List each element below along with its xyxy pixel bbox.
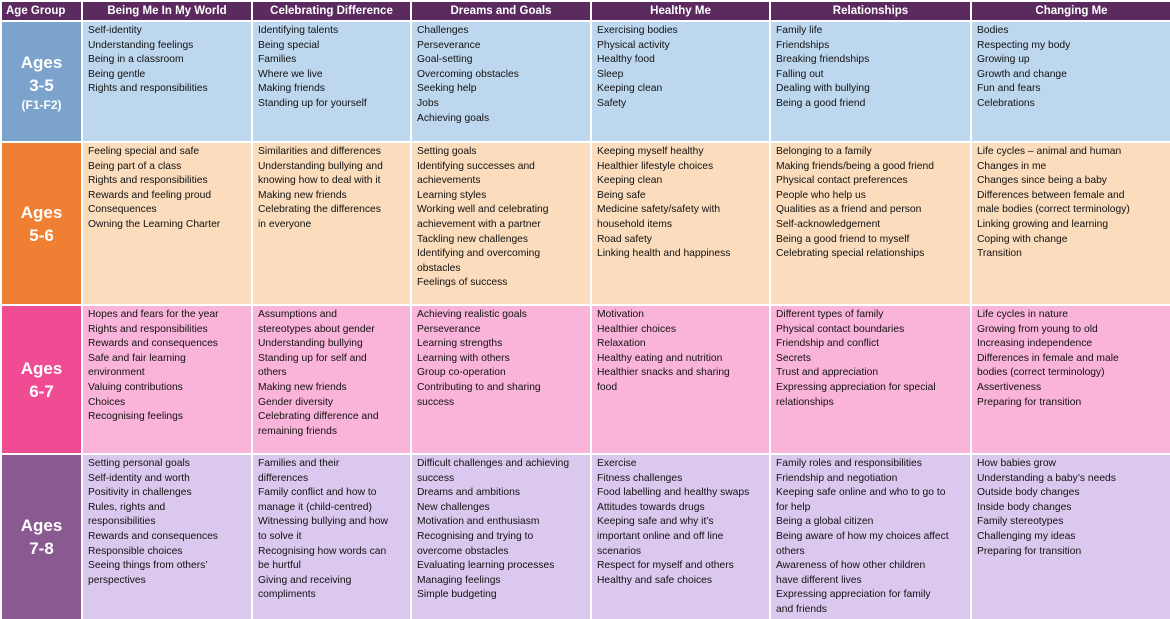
topic-cell: [771, 455, 970, 619]
topic-cell: [972, 22, 1170, 141]
topic-line: Celebrations: [977, 97, 1035, 109]
topic-line: Difficult challenges and achieving: [417, 458, 570, 469]
topic-line: Increasing independence: [977, 338, 1093, 350]
topic-line: Dreams and ambitions: [417, 487, 521, 499]
topic-line: Owning the Learning Charter: [88, 218, 221, 230]
topic-line: Linking health and happiness: [597, 248, 731, 260]
topic-line: Achieving goals: [417, 112, 490, 124]
topic-line: Setting personal goals: [88, 458, 190, 469]
topic-line: Different types of family: [776, 309, 884, 320]
topic-line: Breaking friendships: [776, 54, 870, 66]
topic-line: How babies grow: [977, 458, 1056, 469]
topic-line: Jobs: [417, 97, 439, 109]
topic-line: Seeking help: [417, 83, 477, 95]
topic-cell: [83, 143, 251, 304]
topic-line: relationships: [776, 396, 834, 408]
topic-line: Expressing appreciation for special: [776, 381, 936, 393]
topic-line: Linking growing and learning: [977, 218, 1109, 230]
topic-line: Inside body changes: [977, 501, 1072, 513]
topic-cell: [253, 22, 410, 141]
age-group-cell: [2, 143, 81, 304]
topic-line: differences: [258, 472, 309, 484]
topic-line: Positivity in challenges: [88, 487, 192, 499]
topic-line: Growing up: [977, 54, 1030, 66]
topic-line: be hurtful: [258, 560, 301, 572]
topic-line: Safe and fair learning: [88, 352, 186, 364]
topic-line: Learning styles: [417, 189, 487, 201]
topic-line: Being a good friend: [776, 97, 866, 109]
topic-line: Motivation: [597, 309, 644, 320]
topic-line: Life cycles in nature: [977, 309, 1069, 320]
topic-line: Friendships: [776, 39, 830, 51]
topic-line: Being aware of how my choices affect: [776, 530, 949, 542]
topic-line: Growing from young to old: [977, 323, 1098, 335]
header-age-group: Age Group: [2, 2, 81, 20]
topic-line: Motivation and enthusiasm: [417, 516, 540, 528]
topic-line: Family conflict and how to: [258, 487, 377, 499]
age-label: Ages: [20, 52, 63, 72]
topic-line: Learning with others: [417, 352, 510, 364]
topic-cell: [253, 306, 410, 453]
topic-line: and friends: [776, 603, 827, 615]
topic-line: Evaluating learning processes: [417, 560, 555, 572]
topic-line: Outside body changes: [977, 487, 1080, 499]
age-label: 3-5: [29, 75, 54, 95]
topic-line: Families: [258, 54, 297, 66]
topic-line: Consequences: [88, 204, 157, 216]
topic-line: Recognising feelings: [88, 411, 184, 423]
topic-line: Celebrating the differences: [258, 204, 381, 216]
topic-line: Perseverance: [417, 39, 481, 51]
topic-line: Secrets: [776, 352, 811, 364]
topic-line: Being gentle: [88, 68, 146, 80]
topic-line: Families and their: [258, 458, 340, 469]
topic-line: important online and off line: [597, 530, 724, 542]
topic-cell: [412, 22, 590, 141]
topic-line: Trust and appreciation: [776, 367, 879, 379]
topic-line: male bodies (correct terminology): [977, 204, 1130, 216]
topic-line: Healthy and safe choices: [597, 574, 713, 586]
topic-cell: [412, 306, 590, 453]
topic-line: Witnessing bullying and how: [258, 516, 388, 528]
topic-line: Managing feelings: [417, 574, 501, 586]
topic-line: Similarities and differences: [258, 146, 381, 157]
topic-line: Recognising and trying to: [417, 530, 534, 542]
header-relationships: Relationships: [771, 2, 970, 20]
topic-line: Making new friends: [258, 381, 347, 393]
topic-line: Overcoming obstacles: [417, 68, 519, 80]
topic-line: Identifying talents: [258, 25, 339, 36]
topic-cell: [83, 455, 251, 619]
topic-line: Making new friends: [258, 189, 347, 201]
topic-line: Family roles and responsibilities: [776, 458, 922, 469]
topic-line: Respect for myself and others: [597, 560, 734, 572]
topic-line: Making friends/being a good friend: [776, 160, 934, 172]
topic-line: Assumptions and: [258, 309, 337, 320]
age-label: 6-7: [29, 381, 54, 401]
topic-line: Simple budgeting: [417, 589, 497, 601]
topic-line: Group co-operation: [417, 367, 506, 379]
topic-line: success: [417, 472, 455, 484]
topic-cell: [253, 455, 410, 619]
topic-line: Rights and responsibilities: [88, 83, 208, 95]
topic-line: Achieving realistic goals: [417, 309, 527, 320]
topic-line: responsibilities: [88, 516, 156, 528]
topic-line: Fun and fears: [977, 83, 1041, 95]
topic-line: Identifying successes and: [417, 160, 535, 172]
curriculum-table: [2, 2, 1166, 614]
topic-line: Family stereotypes: [977, 516, 1064, 528]
topic-line: Assertiveness: [977, 381, 1042, 393]
topic-line: overcome obstacles: [417, 545, 509, 557]
topic-line: others: [258, 367, 287, 379]
topic-cell: [592, 22, 769, 141]
topic-line: Gender diversity: [258, 396, 333, 408]
topic-line: Being a global citizen: [776, 516, 874, 528]
topic-line: Healthy food: [597, 54, 655, 66]
topic-line: Friendship and negotiation: [776, 472, 898, 484]
topic-line: Feelings of success: [417, 277, 508, 289]
topic-line: bodies (correct terminology): [977, 367, 1105, 379]
topic-line: Being part of a class: [88, 160, 182, 172]
topic-line: Keeping myself healthy: [597, 146, 704, 157]
topic-line: have different lives: [776, 574, 862, 586]
topic-cell: [592, 455, 769, 619]
topic-line: Changes since being a baby: [977, 175, 1107, 187]
topic-line: Self-identity: [88, 25, 142, 36]
topic-line: Self-identity and worth: [88, 472, 190, 484]
topic-line: to solve it: [258, 530, 302, 542]
topic-line: Valuing contributions: [88, 381, 183, 393]
topic-line: Making friends: [258, 83, 325, 95]
age-label: Ages: [20, 202, 63, 222]
topic-line: Being special: [258, 39, 320, 51]
topic-line: Differences between female and: [977, 189, 1125, 201]
topic-line: Challenges: [417, 25, 469, 36]
topic-line: Changes in me: [977, 160, 1047, 172]
topic-line: Rewards and consequences: [88, 338, 218, 350]
topic-line: remaining friends: [258, 425, 337, 437]
topic-line: achievement with a partner: [417, 218, 541, 230]
topic-cell: [771, 22, 970, 141]
topic-line: Healthier snacks and sharing: [597, 367, 730, 379]
topic-cell: [592, 143, 769, 304]
topic-line: in everyone: [258, 218, 312, 230]
topic-cell: [972, 143, 1170, 304]
topic-line: Relaxation: [597, 338, 646, 350]
topic-line: Giving and receiving: [258, 574, 352, 586]
topic-line: Challenging my ideas: [977, 530, 1076, 542]
topic-line: Differences in female and male: [977, 352, 1119, 364]
topic-line: Standing up for yourself: [258, 97, 367, 109]
age-group-cell: [2, 455, 81, 619]
topic-line: Being safe: [597, 189, 646, 201]
topic-line: stereotypes about gender: [258, 323, 375, 335]
topic-cell: [972, 306, 1170, 453]
topic-line: Healthier choices: [597, 323, 676, 335]
topic-line: Being a good friend to myself: [776, 233, 910, 245]
age-label: Ages: [20, 358, 63, 378]
topic-line: Rules, rights and: [88, 501, 166, 513]
topic-line: Food labelling and healthy swaps: [597, 487, 750, 499]
topic-line: scenarios: [597, 545, 642, 557]
topic-line: Choices: [88, 396, 126, 408]
topic-line: Expressing appreciation for family: [776, 589, 931, 601]
topic-line: Coping with change: [977, 233, 1068, 245]
topic-line: perspectives: [88, 574, 146, 586]
topic-line: Transition: [977, 248, 1022, 260]
topic-line: Life cycles – animal and human: [977, 146, 1122, 157]
topic-line: Self-acknowledgement: [776, 218, 881, 230]
topic-line: Medicine safety/safety with: [597, 204, 721, 216]
topic-cell: [972, 455, 1170, 619]
topic-line: Qualities as a friend and person: [776, 204, 922, 216]
age-label: 7-8: [29, 539, 54, 558]
topic-line: knowing how to deal with it: [258, 175, 381, 187]
topic-line: Family life: [776, 25, 823, 36]
topic-line: Physical contact boundaries: [776, 323, 905, 335]
topic-line: obstacles: [417, 262, 461, 274]
age-group-cell: [2, 22, 81, 141]
topic-line: Physical contact preferences: [776, 175, 908, 187]
topic-line: Dealing with bullying: [776, 83, 870, 95]
topic-line: Setting goals: [417, 146, 477, 157]
age-label: 5-6: [29, 225, 54, 245]
topic-line: Being in a classroom: [88, 54, 184, 66]
topic-line: Safety: [597, 97, 627, 109]
topic-line: Preparing for transition: [977, 396, 1082, 408]
topic-line: Rights and responsibilities: [88, 323, 208, 335]
topic-line: Belonging to a family: [776, 146, 872, 157]
topic-line: Friendship and conflict: [776, 338, 880, 350]
topic-line: compliments: [258, 589, 316, 601]
topic-line: Identifying and overcoming: [417, 248, 541, 260]
topic-line: Physical activity: [597, 39, 670, 51]
topic-line: success: [417, 396, 455, 408]
topic-line: environment: [88, 367, 145, 379]
topic-line: Keeping clean: [597, 175, 663, 187]
topic-line: Respecting my body: [977, 39, 1071, 51]
topic-line: Seeing things from others’: [88, 560, 208, 572]
topic-line: Keeping safe and why it’s: [597, 516, 714, 528]
topic-line: Sleep: [597, 68, 624, 80]
topic-line: food: [597, 381, 618, 393]
topic-line: Awareness of how other children: [776, 560, 926, 572]
topic-cell: [412, 455, 590, 619]
topic-line: Celebrating special relationships: [776, 248, 925, 260]
header-celebrating-difference: Celebrating Difference: [253, 2, 410, 20]
topic-cell: [771, 143, 970, 304]
topic-line: Attitudes towards drugs: [597, 501, 705, 513]
header-dreams-goals: Dreams and Goals: [412, 2, 590, 20]
topic-line: New challenges: [417, 501, 490, 513]
topic-line: Road safety: [597, 233, 652, 245]
topic-line: Rights and responsibilities: [88, 175, 208, 187]
topic-line: Preparing for transition: [977, 545, 1082, 557]
topic-line: Recognising how words can: [258, 545, 387, 557]
header-being-me: Being Me In My World: [83, 2, 251, 20]
topic-line: Celebrating difference and: [258, 411, 379, 423]
topic-cell: [412, 143, 590, 304]
topic-line: Working well and celebrating: [417, 204, 549, 216]
topic-line: Understanding bullying: [258, 338, 363, 350]
topic-line: Exercise: [597, 458, 637, 469]
topic-line: Growth and change: [977, 68, 1067, 80]
topic-line: for help: [776, 501, 811, 513]
topic-line: People who help us: [776, 189, 866, 201]
topic-line: Rewards and consequences: [88, 530, 218, 542]
header-changing-me: Changing Me: [972, 2, 1170, 20]
topic-cell: [83, 22, 251, 141]
topic-line: others: [776, 545, 805, 557]
topic-cell: [83, 306, 251, 453]
topic-line: Contributing to and sharing: [417, 381, 541, 393]
topic-line: Rewards and feeling proud: [88, 189, 212, 201]
topic-line: Keeping safe online and who to go to: [776, 487, 946, 499]
topic-line: Healthy eating and nutrition: [597, 352, 723, 364]
topic-line: Tackling new challenges: [417, 233, 529, 245]
age-group-cell: [2, 306, 81, 453]
topic-line: Understanding feelings: [88, 39, 194, 51]
topic-line: Understanding a baby’s needs: [977, 472, 1116, 484]
topic-line: achievements: [417, 175, 481, 187]
topic-line: Falling out: [776, 68, 824, 80]
topic-cell: [592, 306, 769, 453]
topic-cell: [253, 143, 410, 304]
topic-line: Bodies: [977, 25, 1009, 36]
topic-line: Hopes and fears for the year: [88, 309, 219, 320]
topic-cell: [771, 306, 970, 453]
topic-line: Learning strengths: [417, 338, 503, 350]
topic-line: household items: [597, 218, 672, 230]
topic-line: Healthier lifestyle choices: [597, 160, 714, 172]
topic-line: Goal-setting: [417, 54, 473, 66]
topic-line: Standing up for self and: [258, 352, 367, 364]
topic-line: Feeling special and safe: [88, 146, 200, 157]
topic-line: Where we live: [258, 68, 323, 80]
topic-line: manage it (child-centred): [258, 501, 372, 513]
topic-line: Perseverance: [417, 323, 481, 335]
header-healthy-me: Healthy Me: [592, 2, 769, 20]
age-label: Ages: [20, 516, 63, 535]
topic-line: Fitness challenges: [597, 472, 683, 484]
topic-line: Understanding bullying and: [258, 160, 383, 172]
topic-line: Keeping clean: [597, 83, 663, 95]
topic-line: Exercising bodies: [597, 25, 678, 36]
age-sub-label: (F1-F2): [21, 97, 62, 112]
topic-line: Responsible choices: [88, 545, 183, 557]
